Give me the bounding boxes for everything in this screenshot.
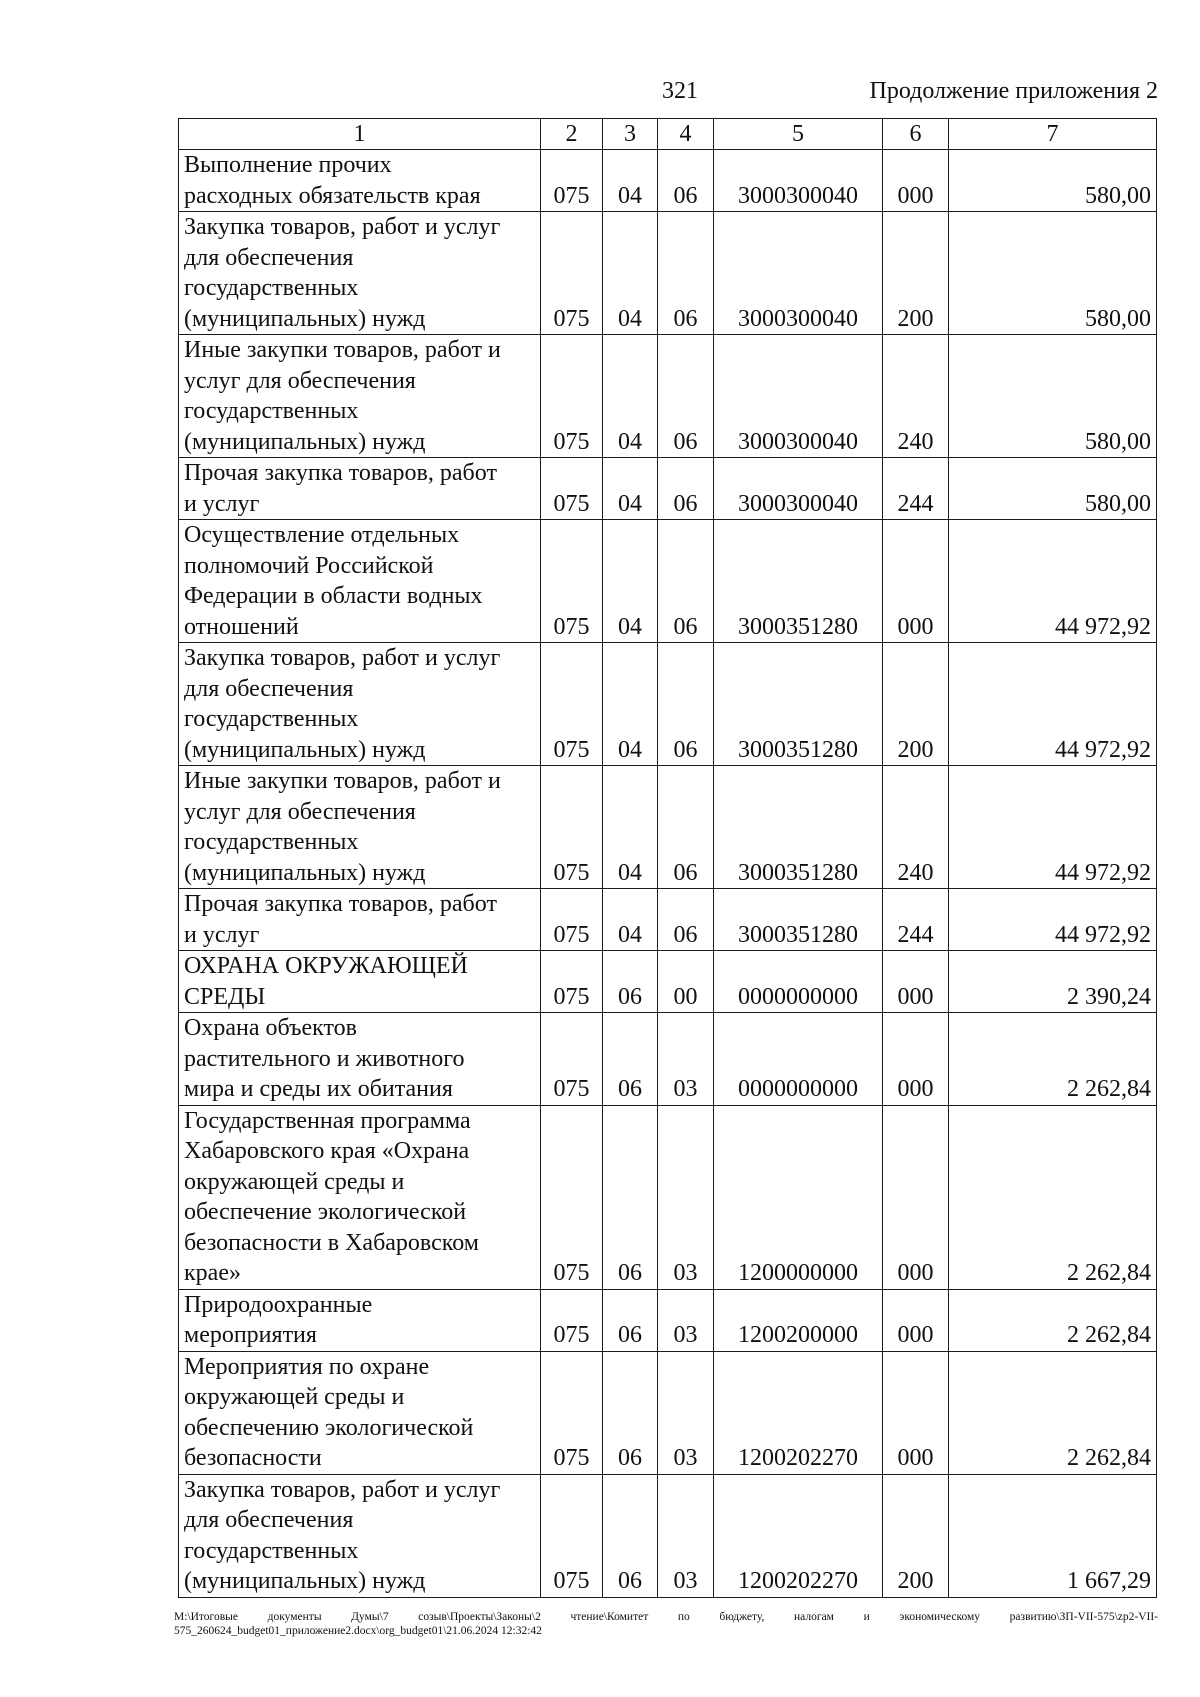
table-row	[179, 1289, 1157, 1351]
admin-code-cell: 075	[541, 520, 603, 643]
target-article-cell: 3000300040	[714, 150, 883, 212]
row-name-cell: Государственная программа Хабаровского края «Охрана окружающей среды и обеспечение экологической безопасности в Хабаровском крае»	[179, 1105, 541, 1289]
column-header: 1	[179, 119, 541, 150]
table-row	[179, 1013, 1157, 1106]
column-header: 7	[949, 119, 1157, 150]
expense-type-cell: 200	[883, 1474, 949, 1597]
amount-cell: 44 972,92	[949, 643, 1157, 766]
section-cell: 04	[603, 643, 658, 766]
amount-cell: 44 972,92	[949, 766, 1157, 889]
table-row	[179, 335, 1157, 458]
expense-type-cell: 000	[883, 150, 949, 212]
table-row	[179, 212, 1157, 335]
page-continuation-title: Продолжение приложения 2	[869, 78, 1158, 104]
subsection-cell: 06	[658, 150, 714, 212]
table-row	[179, 951, 1157, 1013]
amount-cell: 580,00	[949, 458, 1157, 520]
table-row	[179, 1351, 1157, 1474]
table-row	[179, 1105, 1157, 1289]
admin-code-cell: 075	[541, 150, 603, 212]
row-name-cell: Прочая закупка товаров, работ и услуг	[179, 458, 541, 520]
amount-cell: 2 262,84	[949, 1289, 1157, 1351]
amount-cell: 2 390,24	[949, 951, 1157, 1013]
expense-type-cell: 000	[883, 1013, 949, 1106]
table-row	[179, 458, 1157, 520]
section-cell: 06	[603, 951, 658, 1013]
target-article-cell: 3000351280	[714, 520, 883, 643]
table-row	[179, 150, 1157, 212]
expense-type-cell: 000	[883, 1289, 949, 1351]
page-number: 321	[662, 78, 698, 104]
row-name-cell: Закупка товаров, работ и услуг для обеспечения государственных (муниципальных) нужд	[179, 1474, 541, 1597]
target-article-cell: 1200200000	[714, 1289, 883, 1351]
target-article-cell: 0000000000	[714, 951, 883, 1013]
section-cell: 06	[603, 1289, 658, 1351]
amount-cell: 2 262,84	[949, 1105, 1157, 1289]
expense-type-cell: 000	[883, 1105, 949, 1289]
expense-type-cell: 200	[883, 212, 949, 335]
section-cell: 06	[603, 1013, 658, 1106]
amount-cell: 44 972,92	[949, 520, 1157, 643]
section-cell: 04	[603, 766, 658, 889]
column-header: 6	[883, 119, 949, 150]
subsection-cell: 06	[658, 643, 714, 766]
row-name-cell: Прочая закупка товаров, работ и услуг	[179, 889, 541, 951]
target-article-cell: 1200202270	[714, 1474, 883, 1597]
expense-type-cell: 240	[883, 335, 949, 458]
table-row	[179, 520, 1157, 643]
admin-code-cell: 075	[541, 1013, 603, 1106]
expense-type-cell: 200	[883, 643, 949, 766]
target-article-cell: 3000300040	[714, 458, 883, 520]
target-article-cell: 3000351280	[714, 766, 883, 889]
row-name-cell: Природоохранные мероприятия	[179, 1289, 541, 1351]
column-header: 2	[541, 119, 603, 150]
admin-code-cell: 075	[541, 1474, 603, 1597]
section-cell: 06	[603, 1351, 658, 1474]
target-article-cell: 3000300040	[714, 212, 883, 335]
section-cell: 04	[603, 335, 658, 458]
row-name-cell: Мероприятия по охране окружающей среды и обеспечению экологической безопасности	[179, 1351, 541, 1474]
column-header: 4	[658, 119, 714, 150]
admin-code-cell: 075	[541, 1105, 603, 1289]
target-article-cell: 3000351280	[714, 889, 883, 951]
document-path-footer: М:\Итоговые документы Думы\7 созыв\Проекты\Законы\2 чтение\Комитет по бюджету, налогам и экономическому развитию\ЗП-VII-575\zp2-VII-575_260624_budget01_приложение2.docx\org_budget01\21.06.2024 12:32:42	[174, 1611, 1158, 1637]
section-cell: 04	[603, 150, 658, 212]
admin-code-cell: 075	[541, 889, 603, 951]
subsection-cell: 03	[658, 1105, 714, 1289]
column-header: 5	[714, 119, 883, 150]
target-article-cell: 0000000000	[714, 1013, 883, 1106]
section-cell: 04	[603, 889, 658, 951]
subsection-cell: 06	[658, 520, 714, 643]
expense-type-cell: 000	[883, 520, 949, 643]
admin-code-cell: 075	[541, 766, 603, 889]
target-article-cell: 3000351280	[714, 643, 883, 766]
section-cell: 06	[603, 1474, 658, 1597]
row-name-cell: Охрана объектов растительного и животного мира и среды их обитания	[179, 1013, 541, 1106]
expense-type-cell: 244	[883, 889, 949, 951]
row-name-cell: Закупка товаров, работ и услуг для обеспечения государственных (муниципальных) нужд	[179, 212, 541, 335]
budget-table	[178, 118, 1157, 1598]
admin-code-cell: 075	[541, 951, 603, 1013]
target-article-cell: 3000300040	[714, 335, 883, 458]
amount-cell: 580,00	[949, 212, 1157, 335]
admin-code-cell: 075	[541, 1351, 603, 1474]
table-row	[179, 889, 1157, 951]
section-cell: 04	[603, 520, 658, 643]
table-row	[179, 766, 1157, 889]
section-cell: 06	[603, 1105, 658, 1289]
expense-type-cell: 000	[883, 1351, 949, 1474]
subsection-cell: 06	[658, 212, 714, 335]
row-name-cell: Иные закупки товаров, работ и услуг для обеспечения государственных (муниципальных) нужд	[179, 335, 541, 458]
table-row	[179, 643, 1157, 766]
row-name-cell: Иные закупки товаров, работ и услуг для обеспечения государственных (муниципальных) нужд	[179, 766, 541, 889]
subsection-cell: 03	[658, 1289, 714, 1351]
subsection-cell: 06	[658, 458, 714, 520]
subsection-cell: 06	[658, 766, 714, 889]
row-name-cell: ОХРАНА ОКРУЖАЮЩЕЙ СРЕДЫ	[179, 951, 541, 1013]
expense-type-cell: 240	[883, 766, 949, 889]
subsection-cell: 03	[658, 1474, 714, 1597]
amount-cell: 580,00	[949, 335, 1157, 458]
subsection-cell: 03	[658, 1013, 714, 1106]
target-article-cell: 1200202270	[714, 1351, 883, 1474]
admin-code-cell: 075	[541, 643, 603, 766]
section-cell: 04	[603, 458, 658, 520]
admin-code-cell: 075	[541, 335, 603, 458]
amount-cell: 2 262,84	[949, 1351, 1157, 1474]
table-header-row	[179, 119, 1157, 150]
admin-code-cell: 075	[541, 212, 603, 335]
expense-type-cell: 244	[883, 458, 949, 520]
amount-cell: 2 262,84	[949, 1013, 1157, 1106]
admin-code-cell: 075	[541, 1289, 603, 1351]
subsection-cell: 03	[658, 1351, 714, 1474]
admin-code-cell: 075	[541, 458, 603, 520]
subsection-cell: 06	[658, 889, 714, 951]
row-name-cell: Выполнение прочих расходных обязательств края	[179, 150, 541, 212]
table-body	[179, 150, 1157, 1598]
expense-type-cell: 000	[883, 951, 949, 1013]
subsection-cell: 00	[658, 951, 714, 1013]
target-article-cell: 1200000000	[714, 1105, 883, 1289]
amount-cell: 44 972,92	[949, 889, 1157, 951]
amount-cell: 580,00	[949, 150, 1157, 212]
section-cell: 04	[603, 212, 658, 335]
row-name-cell: Закупка товаров, работ и услуг для обеспечения государственных (муниципальных) нужд	[179, 643, 541, 766]
row-name-cell: Осуществление отдельных полномочий Российской Федерации в области водных отношений	[179, 520, 541, 643]
table-row	[179, 1474, 1157, 1597]
subsection-cell: 06	[658, 335, 714, 458]
amount-cell: 1 667,29	[949, 1474, 1157, 1597]
column-header: 3	[603, 119, 658, 150]
